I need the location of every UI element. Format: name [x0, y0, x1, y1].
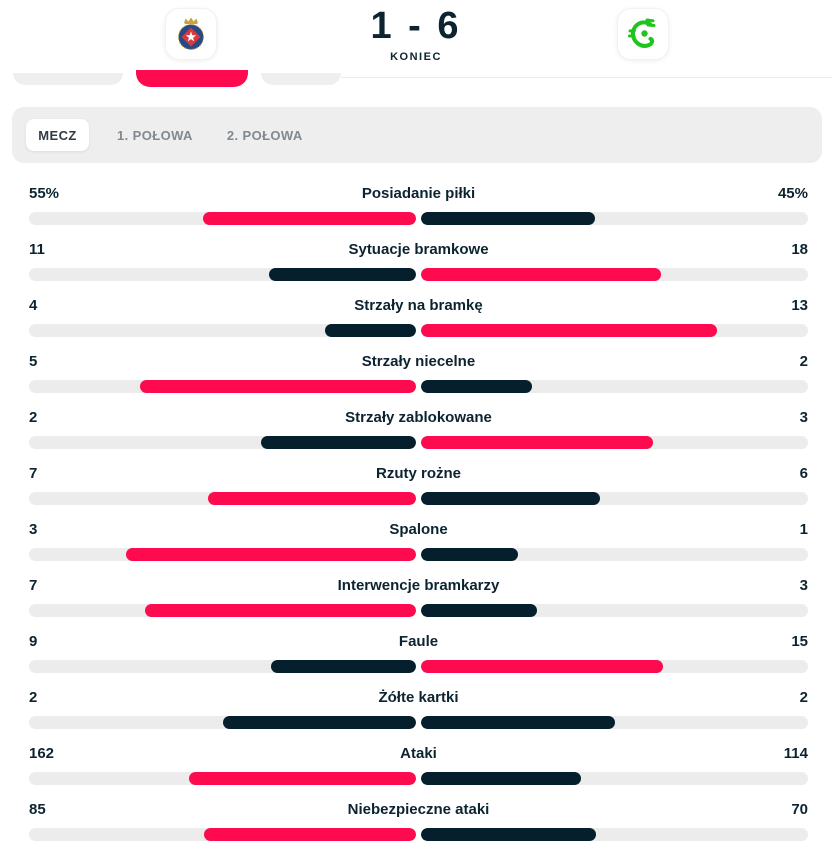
stat-away-value: 13	[791, 297, 808, 314]
stat-label: Posiadanie piłki	[361, 185, 476, 202]
away-bar-fill	[421, 604, 537, 617]
away-bar-fill	[421, 324, 717, 337]
stat-bars	[29, 324, 808, 337]
away-bar-track	[421, 660, 808, 673]
home-bar-fill	[261, 436, 416, 449]
stat-home-value: 9	[29, 633, 38, 650]
stat-bars	[29, 828, 808, 841]
home-bar-track	[29, 716, 416, 729]
home-bar-fill	[204, 828, 416, 841]
away-bar-track	[421, 828, 808, 841]
away-bar-fill	[421, 380, 532, 393]
stat-away-value: 3	[799, 577, 808, 594]
match-statistics-list	[0, 163, 832, 841]
stat-bars	[29, 380, 808, 393]
home-bar-track	[29, 548, 416, 561]
stat-away-value: 114	[783, 745, 808, 762]
away-bar-fill	[421, 772, 581, 785]
home-bar-fill	[140, 380, 416, 393]
stat-row	[29, 521, 808, 561]
stat-home-value: 85	[29, 801, 46, 818]
stat-bars	[29, 548, 808, 561]
tab-1-polowa[interactable]: 1. POŁOWA	[117, 127, 193, 143]
home-bar-track	[29, 436, 416, 449]
away-bar-track	[421, 268, 808, 281]
stat-row	[29, 297, 808, 337]
stat-row	[29, 577, 808, 617]
away-team-logo[interactable]	[617, 8, 669, 60]
stat-label: Niebezpieczne ataki	[347, 801, 490, 818]
away-bar-fill	[421, 828, 596, 841]
partial-pill-middle[interactable]	[136, 70, 248, 87]
stat-row	[29, 801, 808, 841]
tab-mecz[interactable]: MECZ	[26, 119, 89, 151]
stat-label: Interwencje bramkarzy	[337, 577, 500, 594]
away-bar-fill	[421, 436, 653, 449]
stat-home-value: 11	[29, 241, 45, 258]
away-bar-track	[421, 548, 808, 561]
away-bar-fill	[421, 548, 518, 561]
match-score: 1 - 6	[370, 5, 462, 47]
partial-pill-left[interactable]	[13, 73, 123, 85]
away-bar-track	[421, 380, 808, 393]
stat-label: Żółte kartki	[378, 689, 459, 706]
home-bar-track	[29, 660, 416, 673]
home-bar-fill	[208, 492, 416, 505]
stat-row	[29, 409, 808, 449]
stat-away-value: 6	[799, 465, 808, 482]
stat-row	[29, 689, 808, 729]
home-bar-track	[29, 268, 416, 281]
stat-label: Faule	[398, 633, 439, 650]
stat-label: Strzały zablokowane	[345, 409, 492, 426]
stat-away-value: 2	[799, 689, 808, 706]
stat-row	[29, 465, 808, 505]
stat-home-value: 162	[29, 745, 55, 762]
stat-home-value: 2	[29, 689, 38, 706]
stat-label: Sytuacje bramkowe	[348, 241, 489, 258]
partial-pill-right[interactable]	[261, 73, 341, 85]
stat-away-value: 70	[791, 801, 808, 818]
stat-row	[29, 185, 808, 225]
score-block	[0, 4, 832, 63]
stat-away-value: 2	[799, 353, 808, 370]
stat-row	[29, 633, 808, 673]
home-bar-track	[29, 380, 416, 393]
stat-row	[29, 353, 808, 393]
stat-away-value: 3	[799, 409, 808, 426]
home-bar-track	[29, 212, 416, 225]
home-bar-track	[29, 324, 416, 337]
stat-bars	[29, 660, 808, 673]
away-bar-fill	[421, 268, 661, 281]
stat-bars	[29, 212, 808, 225]
stat-row	[29, 241, 808, 281]
away-bar-fill	[421, 212, 595, 225]
stat-home-value: 3	[29, 521, 38, 538]
stat-away-value: 1	[799, 521, 808, 538]
stat-home-value: 4	[29, 297, 38, 314]
away-bar-track	[421, 492, 808, 505]
away-bar-track	[421, 772, 808, 785]
stat-bars	[29, 716, 808, 729]
stat-home-value: 5	[29, 353, 38, 370]
green-dragon-crest-icon	[623, 14, 663, 54]
stat-label: Ataki	[400, 745, 437, 762]
home-bar-fill	[126, 548, 416, 561]
away-bar-track	[421, 716, 808, 729]
home-bar-track	[29, 604, 416, 617]
stat-home-value: 2	[29, 409, 38, 426]
match-status: KONIEC	[390, 51, 442, 63]
stat-label: Strzały na bramkę	[354, 297, 483, 314]
period-tabs	[12, 107, 822, 163]
away-bar-track	[421, 212, 808, 225]
match-header	[0, 0, 832, 107]
stat-bars	[29, 604, 808, 617]
tab-2-polowa[interactable]: 2. POŁOWA	[226, 127, 303, 143]
stat-row	[29, 745, 808, 785]
home-bar-track	[29, 772, 416, 785]
home-bar-fill	[269, 268, 416, 281]
home-bar-fill	[271, 660, 416, 673]
stat-away-value: 45%	[777, 185, 808, 202]
home-bar-fill	[325, 324, 416, 337]
stat-away-value: 18	[791, 241, 808, 258]
home-bar-track	[29, 492, 416, 505]
home-bar-fill	[189, 772, 416, 785]
stat-home-value: 7	[29, 465, 38, 482]
stat-home-value: 55%	[29, 185, 60, 202]
away-bar-fill	[421, 716, 615, 729]
away-bar-fill	[421, 492, 600, 505]
stat-bars	[29, 436, 808, 449]
home-bar-fill	[223, 716, 417, 729]
away-bar-track	[421, 436, 808, 449]
stat-bars	[29, 268, 808, 281]
stat-bars	[29, 772, 808, 785]
home-bar-fill	[203, 212, 416, 225]
stat-label: Strzały niecelne	[361, 353, 476, 370]
header-divider	[341, 77, 832, 78]
stat-bars	[29, 492, 808, 505]
stat-label: Rzuty rożne	[375, 465, 461, 482]
stat-label: Spalone	[389, 521, 448, 538]
away-bar-track	[421, 324, 808, 337]
stat-home-value: 7	[29, 577, 38, 594]
home-bar-track	[29, 828, 416, 841]
away-bar-track	[421, 604, 808, 617]
away-bar-fill	[421, 660, 663, 673]
stat-away-value: 15	[791, 633, 808, 650]
home-bar-fill	[145, 604, 416, 617]
